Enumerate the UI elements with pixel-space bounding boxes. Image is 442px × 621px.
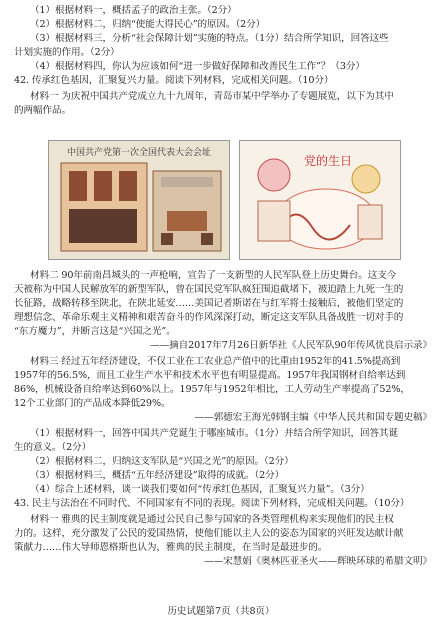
q42-sub3: （3）根据材料三，概括“五年经济建设”取得的成就。（2分） — [30, 470, 285, 481]
q42-material1: 材料一 为庆祝中国共产党成立九十九周年，青岛市某中学举办了专题展览，以下为其中 — [30, 91, 394, 102]
right-image-title: 党的生日 — [303, 154, 353, 168]
party-birthday-poster-image — [239, 140, 401, 260]
cpc-first-congress-site-image — [48, 140, 230, 260]
left-image-caption: 中国共产党第一次全国代表大会会址 — [66, 148, 212, 158]
q43-heading: 43. 民主与法治在不同时代、不同国家有不同的表现。阅读下列材料，完成相关问题。（10分） — [14, 498, 410, 509]
q42-material3-source: ——郭德宏王海光韩钢主编《中华人民共和国专题史稿》 — [194, 412, 432, 423]
q42-material2-line2: 天被称为中国人民解放军的新型军队，曾在国民党军队疯狂围追截堵下，被迫踏上九死一生的 — [14, 284, 404, 295]
q41-sub3-cont: 计划实施的作用。（2分） — [14, 47, 120, 58]
q42-material3: 材料三 经过五年经济建设，不仅工业在工农业总产值中的比重由1952年的41.5%提高到 — [30, 356, 401, 367]
q43-material1-line3: 策献力……伟大导师恩格斯也认为，雅典的民主制度，在当时是最进步的。 — [14, 542, 328, 553]
q42-sub1-cont: 生的意义。（2分） — [14, 442, 92, 453]
q42-material2-line4: 理想信念、革命乐观主义精神和艰苦奋斗的作风深深打动，断定这支军队具备战胜一切对手的 — [14, 312, 404, 323]
q41-sub1: （1）根据材料一，概括孟子的政治主张。（2分） — [30, 5, 237, 16]
q42-heading: 42. 传承红色基因，汇聚复兴力量。阅读下列材料，完成相关问题。（10分） — [14, 75, 334, 86]
q42-sub1: （1）根据材料一，回答中国共产党诞生于哪座城市。（1分）并结合所学知识，回答其诞 — [30, 428, 398, 439]
q43-material1-line2: 力的。这样，充分激发了公民的爱国热情，使他们能以主人公的姿态为国家的兴旺发达献计献 — [14, 528, 404, 539]
q42-material2-line3: 长征路，战略转移至陕北，在陕北延安……美国记者斯诺在与红军将士接触后，被他们坚定的 — [14, 298, 404, 309]
q41-sub2: （2）根据材料二，归纳“使能大得民心”的原因。（2分） — [30, 19, 266, 30]
page-footer: 历史试题第7页（共8页） — [167, 606, 275, 617]
q42-material3-line3: 86%，机械设备自给率达到60%以上。1957年与1952年相比，工人劳动生产率提高了52%， — [14, 384, 410, 395]
q43-material1: 材料一 雅典的民主制度就是通过公民自己参与国家的各类管理机构来实现他们的民主权 — [30, 514, 394, 525]
q42-material2-line5: “东方魔力”，并断言这是“兴国之光”。 — [14, 326, 176, 337]
q42-material1-cont: 的两幅作品。 — [14, 105, 71, 116]
q42-sub4: （4）综合上述材料，谈一谈我们要如何“传承红色基因，汇聚复兴力量”。（3分） — [30, 484, 370, 495]
q41-sub4: （4）根据材料四，你认为应该如何“进一步做好保障和改善民生工作”？（3分） — [30, 61, 365, 72]
q42-material3-line2: 1957年的56.5%，而且工业生产水平和技术水平也有明显提高。1957年我国钢材自给率达到 — [14, 370, 406, 381]
q42-material3-line4: 12个工业部门的产品成本降低29%。 — [14, 398, 171, 409]
q42-material2: 材料二 90年前南昌城头的一声枪响，宣告了一支新型的人民军队登上历史舞台。这支今 — [30, 270, 397, 281]
q42-material2-source: ——摘自2017年7月26日新华社《人民军队90年传风优良启示录》 — [150, 340, 432, 351]
q43-material1-source: ——宋慧娟《奥林匹亚圣火——辉映环球的希腊文明》 — [204, 556, 432, 567]
q41-sub3: （3）根据材料三，分析“社会保障计划”实施的特点。（1分）结合所学知识，回答这些 — [30, 33, 389, 44]
q42-sub2: （2）根据材料二，归纳这支军队是“兴国之光”的原因。（2分） — [30, 456, 294, 467]
